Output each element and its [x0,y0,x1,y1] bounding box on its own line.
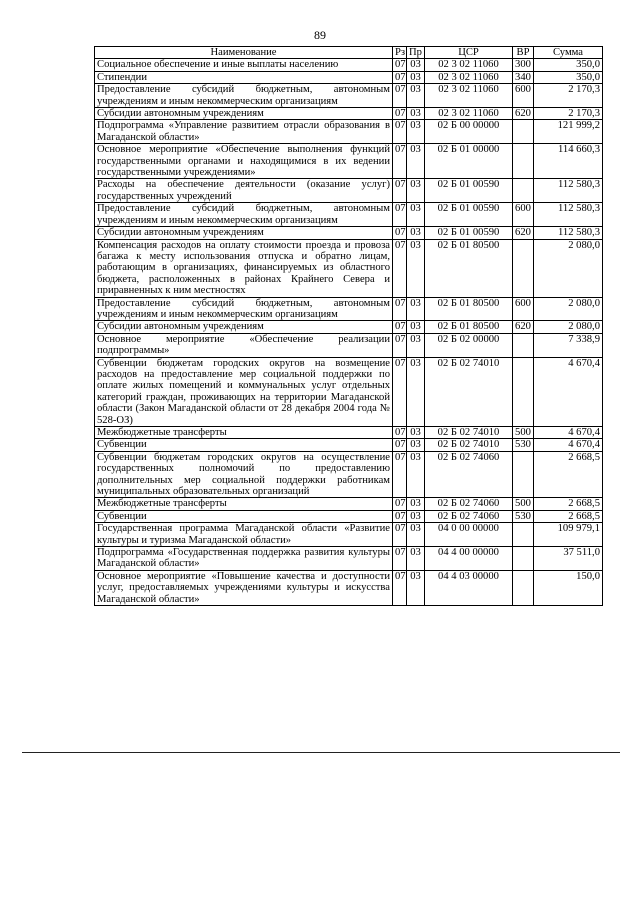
row-name: Субвенции [95,510,393,522]
row-pr: 03 [407,108,425,120]
row-sum: 112 580,3 [534,179,603,203]
row-name: Основное мероприятие «Обеспечение выполнения функций государственными органами и находящимися в их ведении государственными учреждениями» [95,144,393,179]
row-vr [513,179,534,203]
row-csr: 02 Б 02 74010 [425,427,513,439]
row-sum: 4 670,4 [534,357,603,426]
row-vr: 500 [513,498,534,510]
row-sum: 2 080,0 [534,321,603,333]
row-vr [513,239,534,297]
row-rz: 07 [393,439,407,451]
row-rz: 07 [393,333,407,357]
row-vr: 620 [513,227,534,239]
table-row [95,84,603,108]
row-name: Субвенции бюджетам городских округов на осуществление государственных полномочий по предоставлению дополнительных мер социальной поддержки работникам муниципальных образовательных организаций [95,451,393,498]
row-pr: 03 [407,570,425,605]
row-vr: 600 [513,203,534,227]
row-vr: 620 [513,321,534,333]
row-sum: 109 979,1 [534,523,603,547]
table-row [95,547,603,571]
table-row [95,510,603,522]
row-vr: 600 [513,297,534,321]
row-rz: 07 [393,321,407,333]
row-csr: 04 0 00 00000 [425,523,513,547]
row-rz: 07 [393,59,407,71]
row-csr: 02 Б 00 00000 [425,120,513,144]
row-csr: 02 3 02 11060 [425,59,513,71]
row-rz: 07 [393,357,407,426]
row-name: Расходы на обеспечение деятельности (оказание услуг) государственных учреждений [95,179,393,203]
row-csr: 02 Б 02 00000 [425,333,513,357]
column-header-name: Наименование [95,47,393,59]
row-sum: 2 080,0 [534,239,603,297]
table-row [95,179,603,203]
row-name: Стипендии [95,71,393,83]
row-sum: 4 670,4 [534,439,603,451]
row-pr: 03 [407,59,425,71]
row-rz: 07 [393,120,407,144]
row-name: Межбюджетные трансферты [95,427,393,439]
table-row [95,333,603,357]
row-csr: 04 4 03 00000 [425,570,513,605]
row-pr: 03 [407,239,425,297]
row-pr: 03 [407,510,425,522]
row-name: Компенсация расходов на оплату стоимости проезда и провоза багажа к месту использования отпуска и обратно лицам, работающим в организациях, финансируемых из областного бюджета, расположенных в районах Крайнего Севера и приравненных к ним местностях [95,239,393,297]
row-pr: 03 [407,203,425,227]
row-rz: 07 [393,427,407,439]
row-vr: 620 [513,108,534,120]
table-row [95,144,603,179]
row-csr: 02 Б 01 80500 [425,321,513,333]
row-csr: 02 Б 01 80500 [425,239,513,297]
row-name: Субвенции бюджетам городских округов на возмещение расходов на предоставление мер социальной поддержки по оплате жилых помещений и коммунальных услуг отдельных категорий граждан, проживающих на территории Магаданской области (Закон Магаданской области от 28 декабря 2004 года № 528-ОЗ) [95,357,393,426]
row-vr: 530 [513,439,534,451]
row-csr: 02 Б 02 74060 [425,451,513,498]
row-name: Подпрограмма «Управление развитием отрасли образования в Магаданской области» [95,120,393,144]
row-name: Государственная программа Магаданской области «Развитие культуры и туризма Магаданской области» [95,523,393,547]
table-body [95,59,603,606]
table-row [95,227,603,239]
row-rz: 07 [393,84,407,108]
row-name: Основное мероприятие «Обеспечение реализации подпрограммы» [95,333,393,357]
column-header-rz: Рз [393,47,407,59]
row-pr: 03 [407,71,425,83]
row-csr: 04 4 00 00000 [425,547,513,571]
column-header-sum: Сумма [534,47,603,59]
row-sum: 2 170,3 [534,84,603,108]
row-vr [513,333,534,357]
row-csr: 02 Б 02 74010 [425,357,513,426]
row-sum: 114 660,3 [534,144,603,179]
row-sum: 112 580,3 [534,203,603,227]
row-vr: 530 [513,510,534,522]
row-csr: 02 3 02 11060 [425,71,513,83]
row-pr: 03 [407,227,425,239]
row-vr: 340 [513,71,534,83]
row-pr: 03 [407,451,425,498]
row-pr: 03 [407,333,425,357]
row-csr: 02 3 02 11060 [425,108,513,120]
row-name: Межбюджетные трансферты [95,498,393,510]
row-rz: 07 [393,239,407,297]
row-pr: 03 [407,144,425,179]
row-rz: 07 [393,498,407,510]
row-rz: 07 [393,227,407,239]
row-csr: 02 Б 01 00590 [425,227,513,239]
row-name: Субсидии автономным учреждениям [95,321,393,333]
row-pr: 03 [407,84,425,108]
row-rz: 07 [393,570,407,605]
row-rz: 07 [393,144,407,179]
row-sum: 2 080,0 [534,297,603,321]
row-csr: 02 Б 02 74010 [425,439,513,451]
page-number: 89 [314,28,326,42]
column-header-csr: ЦСР [425,47,513,59]
row-sum: 37 511,0 [534,547,603,571]
row-vr: 600 [513,84,534,108]
row-vr [513,144,534,179]
row-pr: 03 [407,297,425,321]
row-sum: 4 670,4 [534,427,603,439]
column-header-pr: Пр [407,47,425,59]
row-pr: 03 [407,357,425,426]
table-row [95,439,603,451]
row-sum: 350,0 [534,71,603,83]
row-sum: 2 668,5 [534,451,603,498]
row-vr [513,570,534,605]
row-csr: 02 Б 01 00590 [425,179,513,203]
budget-table [94,46,603,606]
row-pr: 03 [407,120,425,144]
row-rz: 07 [393,203,407,227]
row-pr: 03 [407,498,425,510]
row-rz: 07 [393,179,407,203]
row-vr [513,451,534,498]
row-sum: 2 170,3 [534,108,603,120]
row-vr [513,120,534,144]
row-name: Социальное обеспечение и иные выплаты населению [95,59,393,71]
table-row [95,570,603,605]
table-row [95,451,603,498]
row-name: Предоставление субсидий бюджетным, автономным учреждениям и иным некоммерческим организациям [95,297,393,321]
column-header-vr: ВР [513,47,534,59]
row-name: Субсидии автономным учреждениям [95,108,393,120]
row-name: Основное мероприятие «Повышение качества и доступности услуг, предоставляемых учреждениями культуры и искусства Магаданской области» [95,570,393,605]
row-csr: 02 Б 02 74060 [425,510,513,522]
row-sum: 112 580,3 [534,227,603,239]
row-pr: 03 [407,547,425,571]
row-sum: 150,0 [534,570,603,605]
row-vr [513,547,534,571]
row-name: Субвенции [95,439,393,451]
row-rz: 07 [393,510,407,522]
row-name: Предоставление субсидий бюджетным, автономным учреждениям и иным некоммерческим организациям [95,84,393,108]
row-name: Предоставление субсидий бюджетным, автономным учреждениям и иным некоммерческим организациям [95,203,393,227]
row-pr: 03 [407,179,425,203]
table-header-row [95,47,603,59]
row-csr: 02 3 02 11060 [425,84,513,108]
row-sum: 350,0 [534,59,603,71]
row-name: Подпрограмма «Государственная поддержка развития культуры Магаданской области» [95,547,393,571]
bottom-divider [22,752,620,753]
table-row [95,71,603,83]
row-vr: 500 [513,427,534,439]
table-row [95,297,603,321]
row-rz: 07 [393,451,407,498]
row-sum: 7 338,9 [534,333,603,357]
table-row [95,523,603,547]
table-row [95,120,603,144]
table-row [95,427,603,439]
row-sum: 121 999,2 [534,120,603,144]
row-rz: 07 [393,71,407,83]
row-csr: 02 Б 01 80500 [425,297,513,321]
row-rz: 07 [393,523,407,547]
table-row [95,108,603,120]
table-row [95,357,603,426]
row-pr: 03 [407,439,425,451]
table-row [95,321,603,333]
table-row [95,59,603,71]
row-pr: 03 [407,321,425,333]
row-csr: 02 Б 01 00590 [425,203,513,227]
row-sum: 2 668,5 [534,510,603,522]
table-row [95,498,603,510]
row-rz: 07 [393,297,407,321]
table-row [95,239,603,297]
table-row [95,203,603,227]
row-pr: 03 [407,523,425,547]
row-vr [513,357,534,426]
row-rz: 07 [393,547,407,571]
row-name: Субсидии автономным учреждениям [95,227,393,239]
row-csr: 02 Б 01 00000 [425,144,513,179]
row-rz: 07 [393,108,407,120]
row-vr: 300 [513,59,534,71]
row-csr: 02 Б 02 74060 [425,498,513,510]
row-pr: 03 [407,427,425,439]
row-sum: 2 668,5 [534,498,603,510]
row-vr [513,523,534,547]
